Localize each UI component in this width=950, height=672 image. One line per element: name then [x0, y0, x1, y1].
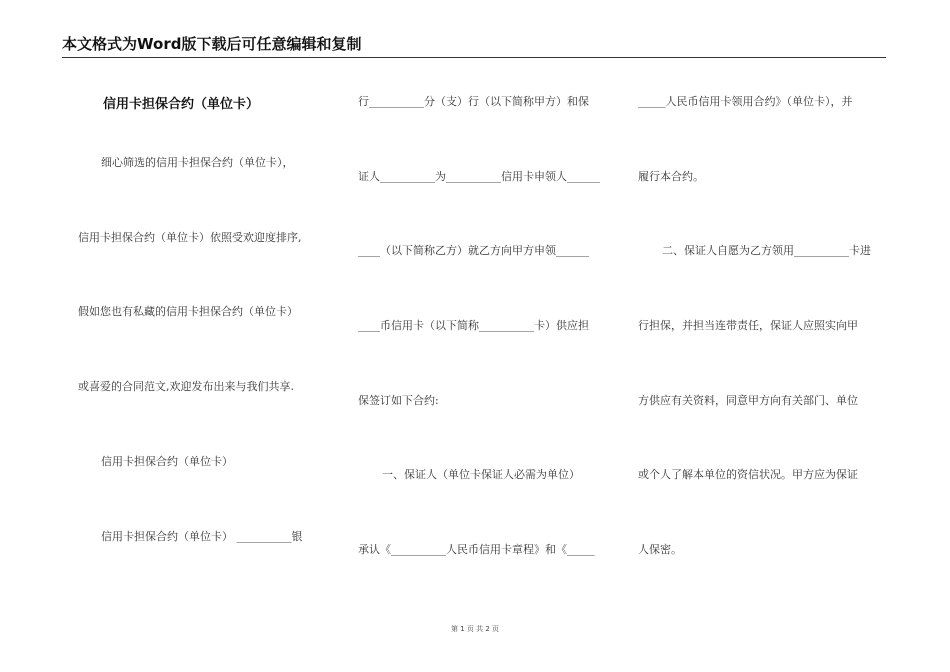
paragraph-line: _____人民币信用卡领用合约》（单位卡），并 — [638, 95, 853, 108]
section-heading: 信用卡担保合约（单位卡） — [101, 455, 233, 468]
clause-heading: 二、保证人自愿为乙方领用__________卡进 — [662, 244, 871, 257]
paragraph-line: 行担保，并担当连带责任，保证人应照实向甲 — [638, 319, 858, 332]
paragraph-line: 履行本合约。 — [638, 170, 704, 183]
paragraph-line: 保签订如下合约: — [358, 394, 439, 407]
text-column-1 — [78, 0, 338, 640]
text-column-2 — [358, 0, 618, 640]
paragraph-line: 或个人了解本单位的资信状况。甲方应为保证 — [638, 468, 858, 481]
paragraph-line: 方供应有关资料，同意甲方向有关部门、单位 — [638, 394, 858, 407]
paragraph-line: 假如您也有私藏的信用卡担保合约（单位卡） — [78, 305, 298, 318]
document-header: 本文格式为Word版下载后可任意编辑和复制 — [62, 33, 886, 58]
paragraph-line: 细心筛选的信用卡担保合约（单位卡）， — [101, 156, 294, 169]
paragraph-line: ____币信用卡（以下简称__________卡）供应担 — [358, 319, 589, 332]
paragraph-line: 信用卡担保合约（单位卡） __________银 — [101, 530, 303, 543]
document-title: 信用卡担保合约（单位卡） — [103, 97, 260, 112]
text-column-3 — [638, 0, 898, 640]
paragraph-line: ____（以下简称乙方）就乙方向甲方申领______ — [358, 244, 589, 257]
paragraph-line: 证人__________为__________信用卡申领人______ — [358, 170, 600, 183]
paragraph-line: 信用卡担保合约（单位卡）依照受欢迎度排序, — [78, 231, 302, 244]
paragraph-line: 承认《__________人民币信用卡章程》和《_____ — [358, 543, 595, 556]
paragraph-line: 行__________分（支）行（以下简称甲方）和保 — [358, 95, 589, 108]
paragraph-line: 人保密。 — [638, 543, 682, 556]
page-number: 第 1 页 共 2 页 — [450, 625, 500, 633]
paragraph-line: 或喜爱的合同范文,欢迎发布出来与我们共享. — [78, 380, 294, 393]
clause-heading: 一、保证人（单位卡保证人必需为单位） — [382, 468, 580, 481]
